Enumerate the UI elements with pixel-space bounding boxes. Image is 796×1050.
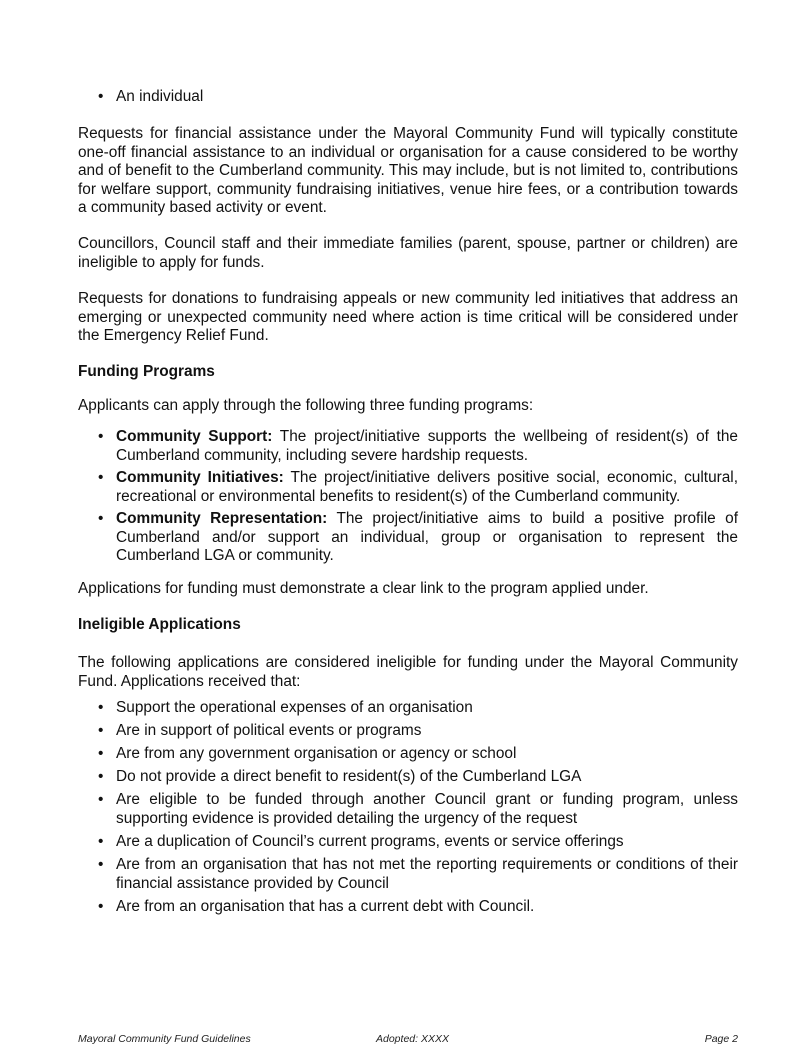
bullet-icon: • (98, 699, 104, 716)
list-item (78, 898, 738, 917)
list-item-community-initiatives (78, 469, 738, 506)
footer-adopted-date: Adopted: XXXX (376, 1033, 449, 1045)
eligible-list-tail (78, 88, 738, 107)
list-item (78, 88, 738, 107)
list-item-community-representation (78, 510, 738, 566)
ineligible-applications-list (78, 699, 738, 921)
program-description: The project/initiative aims to build a positive profile of Cumberland and/or support an individual, group or organisation to represent the Cumberland LGA or community. (116, 510, 738, 564)
paragraph-ineligible-intro: The following applications are considered ineligible for funding under the Mayoral Community Fund. Applications received that: (78, 654, 738, 690)
list-item-text: Support the operational expenses of an organisation (116, 699, 473, 716)
heading-ineligible-applications: Ineligible Applications (78, 616, 241, 633)
list-item-text: Are a duplication of Council’s current programs, events or service offerings (116, 832, 624, 850)
bullet-icon: • (98, 88, 104, 105)
bullet-icon: • (98, 745, 104, 763)
bullet-icon: • (98, 768, 104, 786)
list-item (78, 833, 738, 852)
list-item (78, 699, 738, 718)
page-footer (78, 1032, 738, 1046)
footer-document-title: Mayoral Community Fund Guidelines (78, 1033, 251, 1045)
paragraph-programs-intro: Applicants can apply through the following three funding programs: (78, 397, 534, 414)
bullet-icon: • (98, 722, 104, 740)
paragraph-financial-assistance: Requests for financial assistance under the Mayoral Community Fund will typically constitute one-off financial assistance to an individual or organisation for a cause considered to be worthy and of benefit to the Cumberland community. This may include, but is not limited to, contributions for welfare support, community fundraising initiatives, venue hire fees, or a contribution towards a community based activity or event. (78, 125, 738, 216)
bullet-icon: • (98, 856, 104, 874)
bullet-icon: • (98, 469, 104, 486)
program-description: The project/initiative supports the wellbeing of resident(s) of the Cumberland community, including severe hardship requests. (116, 428, 738, 464)
list-item-community-support (78, 428, 738, 465)
list-item (78, 745, 738, 764)
list-item (78, 722, 738, 741)
funding-programs-list (78, 428, 738, 570)
bullet-icon: • (98, 832, 104, 850)
list-item-text: Are from an organisation that has not met the reporting requirements or conditions of their financial assistance provided by Council (116, 856, 738, 892)
bullet-icon: • (98, 897, 104, 915)
heading-funding-programs: Funding Programs (78, 363, 215, 380)
bullet-icon: • (98, 791, 104, 809)
bullet-icon: • (98, 428, 104, 445)
list-item (78, 791, 738, 828)
program-description: The project/initiative delivers positive social, economic, cultural, recreational or environmental benefits to resident(s) of the Cumberland community. (116, 469, 739, 505)
list-item-text: Are from any government organisation or agency or school (116, 745, 517, 763)
bullet-icon: • (98, 510, 104, 527)
program-label: Community Initiatives: (116, 469, 284, 486)
list-item (78, 768, 738, 787)
list-item-text: Are in support of political events or programs (116, 722, 422, 740)
list-item-text: An individual (116, 88, 204, 105)
list-item-text: Are from an organisation that has a current debt with Council. (116, 897, 535, 915)
program-label: Community Representation: (116, 510, 328, 527)
paragraph-ineligible-persons: Councillors, Council staff and their immediate families (parent, spouse, partner or children) are ineligible to apply for funds. (78, 235, 738, 271)
list-item-text: Do not provide a direct benefit to resident(s) of the Cumberland LGA (116, 768, 582, 786)
list-item (78, 856, 738, 893)
footer-page-number: Page 2 (704, 1033, 738, 1045)
paragraph-emergency-relief: Requests for donations to fundraising appeals or new community led initiatives that address an emerging or unexpected community need where action is time critical will be considered under the Emergency Relief Fund. (78, 290, 738, 344)
list-item-text: Are eligible to be funded through another Council grant or funding program, unless supporting evidence is provided detailing the urgency of the request (116, 791, 738, 827)
paragraph-program-link: Applications for funding must demonstrate a clear link to the program applied under. (78, 580, 649, 597)
program-label: Community Support: (116, 428, 273, 445)
